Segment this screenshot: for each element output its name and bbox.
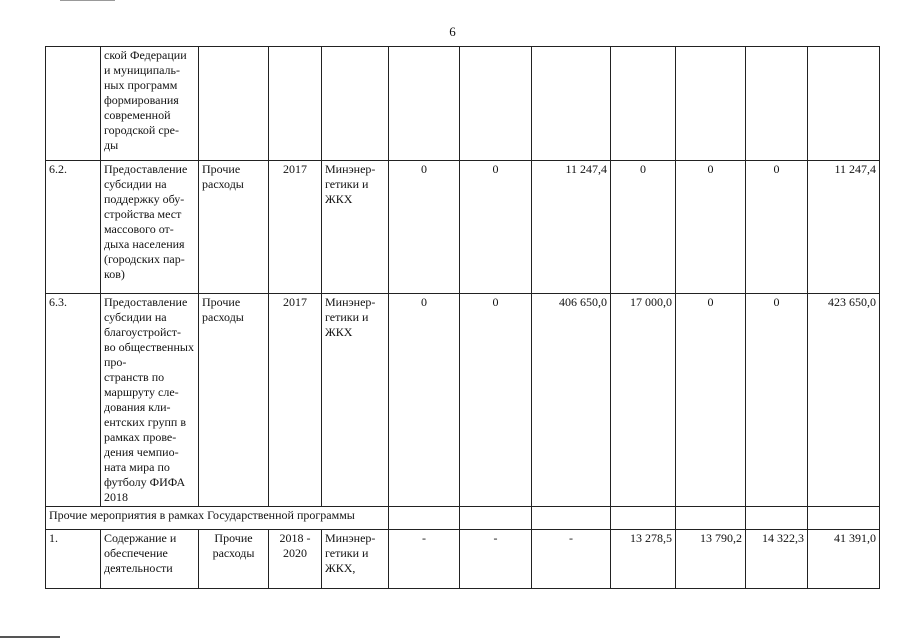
cell-value	[532, 47, 611, 161]
cell-value: 13 790,2	[676, 530, 746, 589]
cell-value: 0	[460, 294, 532, 507]
cell-value: 17 000,0	[611, 294, 676, 507]
cell-empty	[676, 507, 746, 530]
cell-source: Прочие расходы	[199, 294, 269, 507]
cell-value	[746, 47, 808, 161]
cell-num	[46, 47, 101, 161]
cell-total: 423 650,0	[808, 294, 880, 507]
cell-value: 13 278,5	[611, 530, 676, 589]
cell-empty	[460, 507, 532, 530]
table-row	[46, 530, 880, 589]
page-number: 6	[449, 24, 456, 39]
cell-value: 0	[389, 161, 460, 294]
cell-source: Прочие расходы	[199, 530, 269, 589]
cell-num: 6.3.	[46, 294, 101, 507]
cell-value: 0	[389, 294, 460, 507]
cell-year	[269, 47, 322, 161]
budget-table	[45, 46, 880, 589]
cell-value: 406 650,0	[532, 294, 611, 507]
table-row	[46, 47, 880, 161]
table-row	[46, 161, 880, 294]
cell-total	[808, 47, 880, 161]
cell-name: Предоставление субсидии на благоустройст- во общественных про- странств по маршруту сле- дования кли- ентских групп в рамках прове- дения чемпио- ната мира по футболу ФИФА 2018	[101, 294, 199, 507]
cell-name: Предоставление субсидии на поддержку обу- стройства мест массового от- дыха населения (городских пар- ков)	[101, 161, 199, 294]
cell-num: 1.	[46, 530, 101, 589]
cell-value: 14 322,3	[746, 530, 808, 589]
cell-value: 0	[746, 161, 808, 294]
cell-empty	[808, 507, 880, 530]
cell-source: Прочие расходы	[199, 161, 269, 294]
top-rule	[60, 0, 115, 1]
cell-value: 0	[676, 294, 746, 507]
cell-name: Содержание и обеспечение деятельности	[101, 530, 199, 589]
cell-year: 2018 - 2020	[269, 530, 322, 589]
cell-name: ской Федерации и муниципаль- ных программ формирования современной городской сре- ды	[101, 47, 199, 161]
bottom-rule	[0, 636, 60, 638]
cell-executor: Минэнер- гетики и ЖКХ	[322, 161, 389, 294]
cell-value: 0	[746, 294, 808, 507]
cell-executor	[322, 47, 389, 161]
cell-value	[389, 47, 460, 161]
section-row	[46, 507, 880, 530]
cell-value: -	[460, 530, 532, 589]
cell-value: -	[532, 530, 611, 589]
cell-value: 0	[676, 161, 746, 294]
cell-value	[676, 47, 746, 161]
cell-year: 2017	[269, 161, 322, 294]
cell-value: -	[389, 530, 460, 589]
cell-executor: Минэнер- гетики и ЖКХ,	[322, 530, 389, 589]
table-row	[46, 294, 880, 507]
cell-empty	[532, 507, 611, 530]
section-title: Прочие мероприятия в рамках Государственной программы	[46, 507, 389, 530]
cell-empty	[746, 507, 808, 530]
cell-total: 41 391,0	[808, 530, 880, 589]
cell-empty	[389, 507, 460, 530]
cell-num: 6.2.	[46, 161, 101, 294]
cell-empty	[611, 507, 676, 530]
cell-value	[460, 47, 532, 161]
cell-executor: Минэнер- гетики и ЖКХ	[322, 294, 389, 507]
cell-value: 0	[460, 161, 532, 294]
cell-value	[611, 47, 676, 161]
cell-source	[199, 47, 269, 161]
cell-year: 2017	[269, 294, 322, 507]
cell-total: 11 247,4	[808, 161, 880, 294]
cell-value: 0	[611, 161, 676, 294]
cell-value: 11 247,4	[532, 161, 611, 294]
